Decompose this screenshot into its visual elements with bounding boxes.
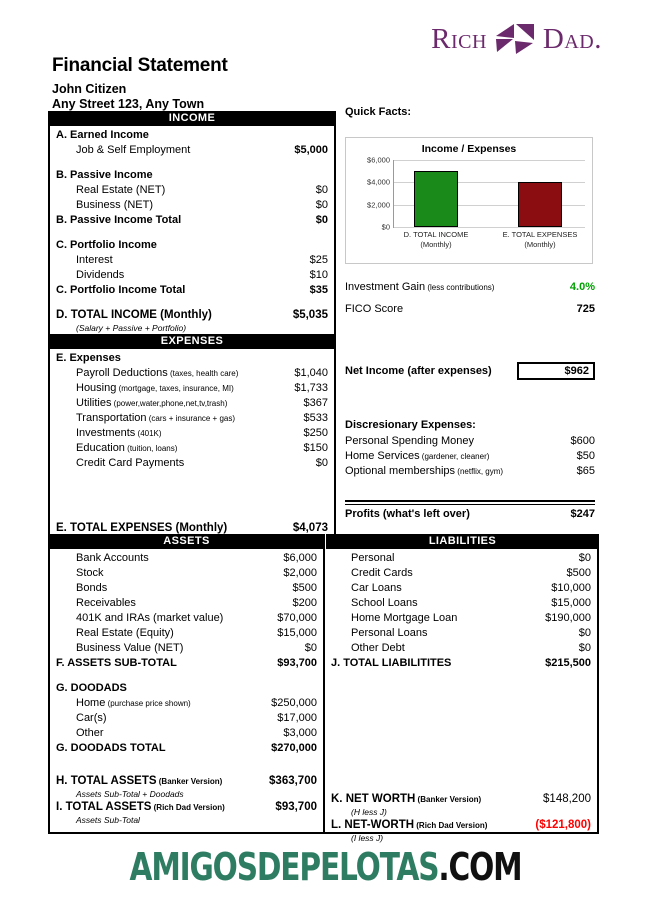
disc-home-services-value: $50 — [576, 450, 595, 462]
fico-score-row — [345, 303, 595, 315]
liability-personal-value: $0 — [578, 552, 591, 564]
logo-word-rich: Rich — [431, 22, 487, 55]
liability-personal-label: Personal — [351, 552, 395, 564]
expense-row-housing — [50, 381, 334, 396]
asset-stock-value: $2,000 — [283, 567, 317, 579]
disc-memberships-label: Optional memberships — [345, 465, 456, 477]
chart-ytick-2000: $2,000 — [367, 200, 390, 210]
expense-investments-sub: (401K) — [135, 429, 162, 438]
expense-housing-label: Housing — [76, 382, 117, 394]
chart-bar-total-income — [414, 171, 458, 227]
watermark-tld: .COM — [438, 845, 522, 889]
chart-plot-wrap — [367, 155, 585, 249]
investment-gain-value: 4.0% — [569, 281, 595, 293]
asset-row-stock — [50, 566, 323, 581]
net-worth-banker-sub: (Banker Version) — [415, 795, 482, 804]
net-worth-richdad-value: ($121,800) — [535, 819, 591, 831]
asset-row-receivables — [50, 596, 323, 611]
liabilities-total-value: $215,500 — [545, 657, 591, 669]
expense-housing-sub: (mortgage, taxes, insurance, MI) — [116, 384, 234, 393]
assets-band-label: ASSETS — [48, 534, 325, 549]
income-row-dividends — [50, 268, 334, 283]
liability-home-mortgage-value: $190,000 — [545, 612, 591, 624]
income-row-d-total — [50, 308, 334, 323]
expense-utilities-sub: (power,water,phone,net,tv,trash) — [111, 399, 228, 408]
expense-investments-label: Investments — [76, 427, 136, 439]
income-row-c-total — [50, 283, 334, 298]
net-worth-richdad-note: (I less J) — [351, 833, 384, 843]
net-worth-richdad-sub: (Rich Dad Version) — [414, 821, 488, 830]
income-section — [48, 111, 336, 345]
income-row-interest — [50, 253, 334, 268]
expense-utilities-value: $367 — [303, 397, 328, 409]
doodad-home-value: $250,000 — [271, 697, 317, 709]
disc-personal-spending-value: $600 — [570, 435, 595, 447]
net-income-label: Net Income (after expenses) — [345, 365, 492, 377]
income-section-a-header — [50, 128, 334, 143]
net-worth-banker-label: K. NET WORTH — [331, 793, 416, 805]
doodad-other-label: Other — [76, 727, 104, 739]
income-row-job — [50, 143, 334, 158]
chart-xtick-expenses-label: E. TOTAL EXPENSES — [502, 230, 578, 239]
investment-gain-sub: (less contributions) — [425, 283, 495, 292]
income-c-total-value: $35 — [309, 284, 328, 296]
asset-stock-label: Stock — [76, 567, 104, 579]
liability-row-home-mortgage — [325, 611, 597, 626]
asset-real-estate-equity-label: Real Estate (Equity) — [76, 627, 174, 639]
doodads-total-label: G. DOODADS TOTAL — [56, 742, 166, 754]
income-section-b-header — [50, 168, 334, 183]
liability-other-debt-label: Other Debt — [351, 642, 405, 654]
income-job-label: Job & Self Employment — [76, 144, 191, 156]
expense-row-education — [50, 441, 334, 456]
income-d-total-note: (Salary + Passive + Portfolio) — [76, 323, 187, 333]
expense-row-transportation — [50, 411, 334, 426]
net-worth-richdad-label: L. NET-WORTH — [331, 819, 415, 831]
asset-401k-iras-label: 401K and IRAs (market value) — [76, 612, 224, 624]
asset-real-estate-equity-value: $15,000 — [277, 627, 317, 639]
income-business-value: $0 — [315, 199, 328, 211]
expense-row-payroll — [50, 366, 334, 381]
income-row-business — [50, 198, 334, 213]
income-d-total-label: D. TOTAL INCOME (Monthly) — [56, 309, 212, 321]
expenses-section — [48, 334, 336, 539]
income-section-c-header — [50, 238, 334, 253]
rich-dad-swoosh-icon — [494, 22, 536, 56]
watermark-brand: AMIGOSDEPELOTAS — [129, 845, 439, 889]
section-c-label: C. Portfolio Income — [56, 239, 157, 251]
liability-school-loans-label: School Loans — [351, 597, 418, 609]
total-assets-richdad-label: I. TOTAL ASSETS — [56, 801, 152, 813]
chart-xtick-income-sublabel: (Monthly) — [420, 239, 452, 249]
liability-personal-loans-value: $0 — [578, 627, 591, 639]
income-real-estate-label: Real Estate (NET) — [76, 184, 166, 196]
doodads-label: G. DOODADS — [56, 682, 127, 694]
doodad-home-sub: (purchase price shown) — [105, 699, 191, 708]
disc-row-home-services — [345, 449, 595, 464]
liability-row-credit-cards — [325, 566, 597, 581]
expense-education-sub: (tuition, loans) — [124, 444, 178, 453]
disc-home-services-label: Home Services — [345, 450, 420, 462]
income-d-total-value: $5,035 — [292, 309, 328, 321]
doodads-total-value: $270,000 — [271, 742, 317, 754]
expense-row-credit-card — [50, 456, 334, 471]
income-b-total-label: B. Passive Income Total — [56, 214, 182, 226]
assets-column — [50, 549, 325, 832]
income-c-total-label: C. Portfolio Income Total — [56, 284, 186, 296]
net-income-value: $962 — [517, 362, 595, 380]
expense-transportation-value: $533 — [303, 412, 328, 424]
owner-name: John Citizen — [52, 82, 127, 96]
expense-education-label: Education — [76, 442, 125, 454]
chart-ytick-6000: $6,000 — [367, 155, 390, 165]
page-title: Financial Statement — [52, 55, 228, 76]
expense-education-value: $150 — [303, 442, 328, 454]
disc-memberships-value: $65 — [576, 465, 595, 477]
liabilities-column — [325, 549, 597, 843]
asset-receivables-label: Receivables — [76, 597, 136, 609]
expense-row-utilities — [50, 396, 334, 411]
profits-value: $247 — [570, 508, 595, 520]
doodad-home-label: Home — [76, 697, 106, 709]
liability-credit-cards-value: $500 — [566, 567, 591, 579]
liability-row-personal — [325, 551, 597, 566]
doodad-other-value: $3,000 — [283, 727, 317, 739]
asset-business-value-label: Business Value (NET) — [76, 642, 184, 654]
expense-investments-value: $250 — [303, 427, 328, 439]
total-assets-banker-label: H. TOTAL ASSETS — [56, 775, 157, 787]
assets-subtotal-label: F. ASSETS SUB-TOTAL — [56, 657, 177, 669]
disc-personal-spending-label: Personal Spending Money — [345, 435, 475, 447]
liability-car-loans-value: $10,000 — [551, 582, 591, 594]
net-worth-richdad-row — [325, 818, 597, 833]
income-row-real-estate — [50, 183, 334, 198]
asset-bank-accounts-label: Bank Accounts — [76, 552, 149, 564]
balance-sheet-panel — [48, 549, 599, 843]
total-assets-banker-note: Assets Sub-Total + Doodads — [76, 789, 184, 799]
total-assets-richdad-row — [50, 800, 323, 815]
disc-home-services-sub: (gardener, cleaner) — [419, 452, 490, 461]
discretionary-expenses-title: Discresionary Expenses: — [345, 419, 476, 431]
fico-score-label: FICO Score — [345, 303, 404, 315]
doodad-row-other — [50, 726, 323, 741]
net-worth-banker-row — [325, 792, 597, 807]
disc-memberships-sub: (netflix, gym) — [455, 467, 504, 476]
balance-sheet-section — [48, 534, 599, 843]
expense-payroll-label: Payroll Deductions — [76, 367, 168, 379]
profits-row — [345, 508, 595, 520]
income-real-estate-value: $0 — [315, 184, 328, 196]
profits-label: Profits (what's left over) — [345, 508, 470, 520]
asset-row-bank-accounts — [50, 551, 323, 566]
chart-ytick-0: $0 — [381, 222, 390, 232]
asset-bank-accounts-value: $6,000 — [283, 552, 317, 564]
site-watermark — [72, 845, 580, 889]
expense-housing-value: $1,733 — [294, 382, 328, 394]
chart-plot-area — [367, 155, 585, 249]
expense-transportation-label: Transportation — [76, 412, 147, 424]
profits-divider — [345, 500, 595, 505]
asset-row-bonds — [50, 581, 323, 596]
liability-credit-cards-label: Credit Cards — [351, 567, 413, 579]
liability-row-other-debt — [325, 641, 597, 656]
total-assets-banker-value: $363,700 — [269, 775, 317, 787]
chart-gridline-6000 — [367, 155, 585, 165]
net-income-row — [345, 362, 595, 380]
asset-row-real-estate-equity — [50, 626, 323, 641]
net-worth-banker-value: $148,200 — [543, 793, 591, 805]
fico-score-value: 725 — [576, 303, 595, 315]
income-dividends-label: Dividends — [76, 269, 125, 281]
expenses-e-total-value: $4,073 — [292, 522, 328, 534]
chart-xtick-expenses-sublabel: (Monthly) — [524, 239, 556, 249]
income-dividends-value: $10 — [309, 269, 328, 281]
owner-address: Any Street 123, Any Town — [52, 97, 205, 111]
chart-xtick-expenses — [486, 230, 594, 249]
asset-row-business-value — [50, 641, 323, 656]
income-interest-value: $25 — [309, 254, 328, 266]
income-b-total-value: $0 — [315, 214, 328, 226]
expense-transportation-sub: (cars + insurance + gas) — [146, 414, 236, 423]
liability-car-loans-label: Car Loans — [351, 582, 402, 594]
chart-xtick-income-label: D. TOTAL INCOME — [403, 230, 469, 239]
total-assets-richdad-sub: (Rich Dad Version) — [151, 803, 225, 812]
doodads-total-row — [50, 741, 323, 756]
disc-row-memberships — [345, 464, 595, 479]
expenses-e-total-label: E. TOTAL EXPENSES (Monthly) — [56, 522, 228, 534]
income-row-b-total — [50, 213, 334, 228]
section-b-label: B. Passive Income — [56, 169, 153, 181]
total-assets-banker-sub: (Banker Version) — [156, 777, 223, 786]
disc-row-personal-spending — [345, 434, 595, 449]
expenses-section-e-header — [50, 351, 334, 366]
income-business-label: Business (NET) — [76, 199, 154, 211]
doodad-cars-value: $17,000 — [277, 712, 317, 724]
doodad-row-cars — [50, 711, 323, 726]
chart-title: Income / Expenses — [421, 143, 517, 155]
expense-payroll-value: $1,040 — [294, 367, 328, 379]
liabilities-band-label: LIABILITIES — [326, 534, 599, 549]
liability-row-school-loans — [325, 596, 597, 611]
discretionary-expenses-list — [345, 434, 595, 479]
expenses-panel — [48, 349, 336, 539]
liability-row-car-loans — [325, 581, 597, 596]
liabilities-total-label: J. TOTAL LIABILITITES — [331, 657, 452, 669]
net-worth-banker-note: (H less J) — [351, 807, 387, 817]
liability-home-mortgage-label: Home Mortgage Loan — [351, 612, 458, 624]
chart-xtick-income — [382, 230, 490, 249]
doodads-header — [50, 681, 323, 696]
asset-row-401k-iras — [50, 611, 323, 626]
logo-word-dad: Dad. — [542, 22, 602, 55]
balance-sheet-bands — [48, 534, 599, 549]
section-a-label: A. Earned Income — [56, 129, 149, 141]
total-assets-richdad-value: $93,700 — [275, 801, 317, 813]
chart-gridline-0 — [381, 222, 585, 232]
total-assets-richdad-note: Assets Sub-Total — [76, 815, 140, 825]
chart-ytick-4000: $4,000 — [367, 177, 390, 187]
expense-credit-card-label: Credit Card Payments — [76, 457, 185, 469]
expense-credit-card-value: $0 — [315, 457, 328, 469]
liability-other-debt-value: $0 — [578, 642, 591, 654]
asset-receivables-value: $200 — [292, 597, 317, 609]
asset-bonds-value: $500 — [292, 582, 317, 594]
investment-gain-label: Investment Gain — [345, 281, 426, 293]
liability-personal-loans-label: Personal Loans — [351, 627, 428, 639]
income-expenses-chart — [345, 137, 593, 264]
doodad-cars-label: Car(s) — [76, 712, 107, 724]
chart-bar-total-expenses — [518, 182, 562, 227]
asset-row-subtotal — [50, 656, 323, 671]
income-interest-label: Interest — [76, 254, 113, 266]
income-band-label: INCOME — [48, 111, 336, 126]
asset-business-value-value: $0 — [304, 642, 317, 654]
asset-401k-iras-value: $70,000 — [277, 612, 317, 624]
expense-utilities-label: Utilities — [76, 397, 112, 409]
rich-dad-logo — [392, 18, 602, 60]
doodad-row-home — [50, 696, 323, 711]
liabilities-total-row — [325, 656, 597, 671]
asset-bonds-label: Bonds — [76, 582, 108, 594]
expenses-band-label: EXPENSES — [48, 334, 336, 349]
investment-gain-row — [345, 281, 595, 293]
income-panel — [48, 126, 336, 345]
total-assets-banker-row — [50, 774, 323, 789]
expense-row-investments — [50, 426, 334, 441]
liability-school-loans-value: $15,000 — [551, 597, 591, 609]
quick-facts-title: Quick Facts: — [345, 106, 412, 118]
income-job-value: $5,000 — [294, 144, 328, 156]
liability-row-personal-loans — [325, 626, 597, 641]
expense-payroll-sub: (taxes, health care) — [167, 369, 239, 378]
assets-subtotal-value: $93,700 — [277, 657, 317, 669]
section-e-label: E. Expenses — [56, 352, 121, 364]
